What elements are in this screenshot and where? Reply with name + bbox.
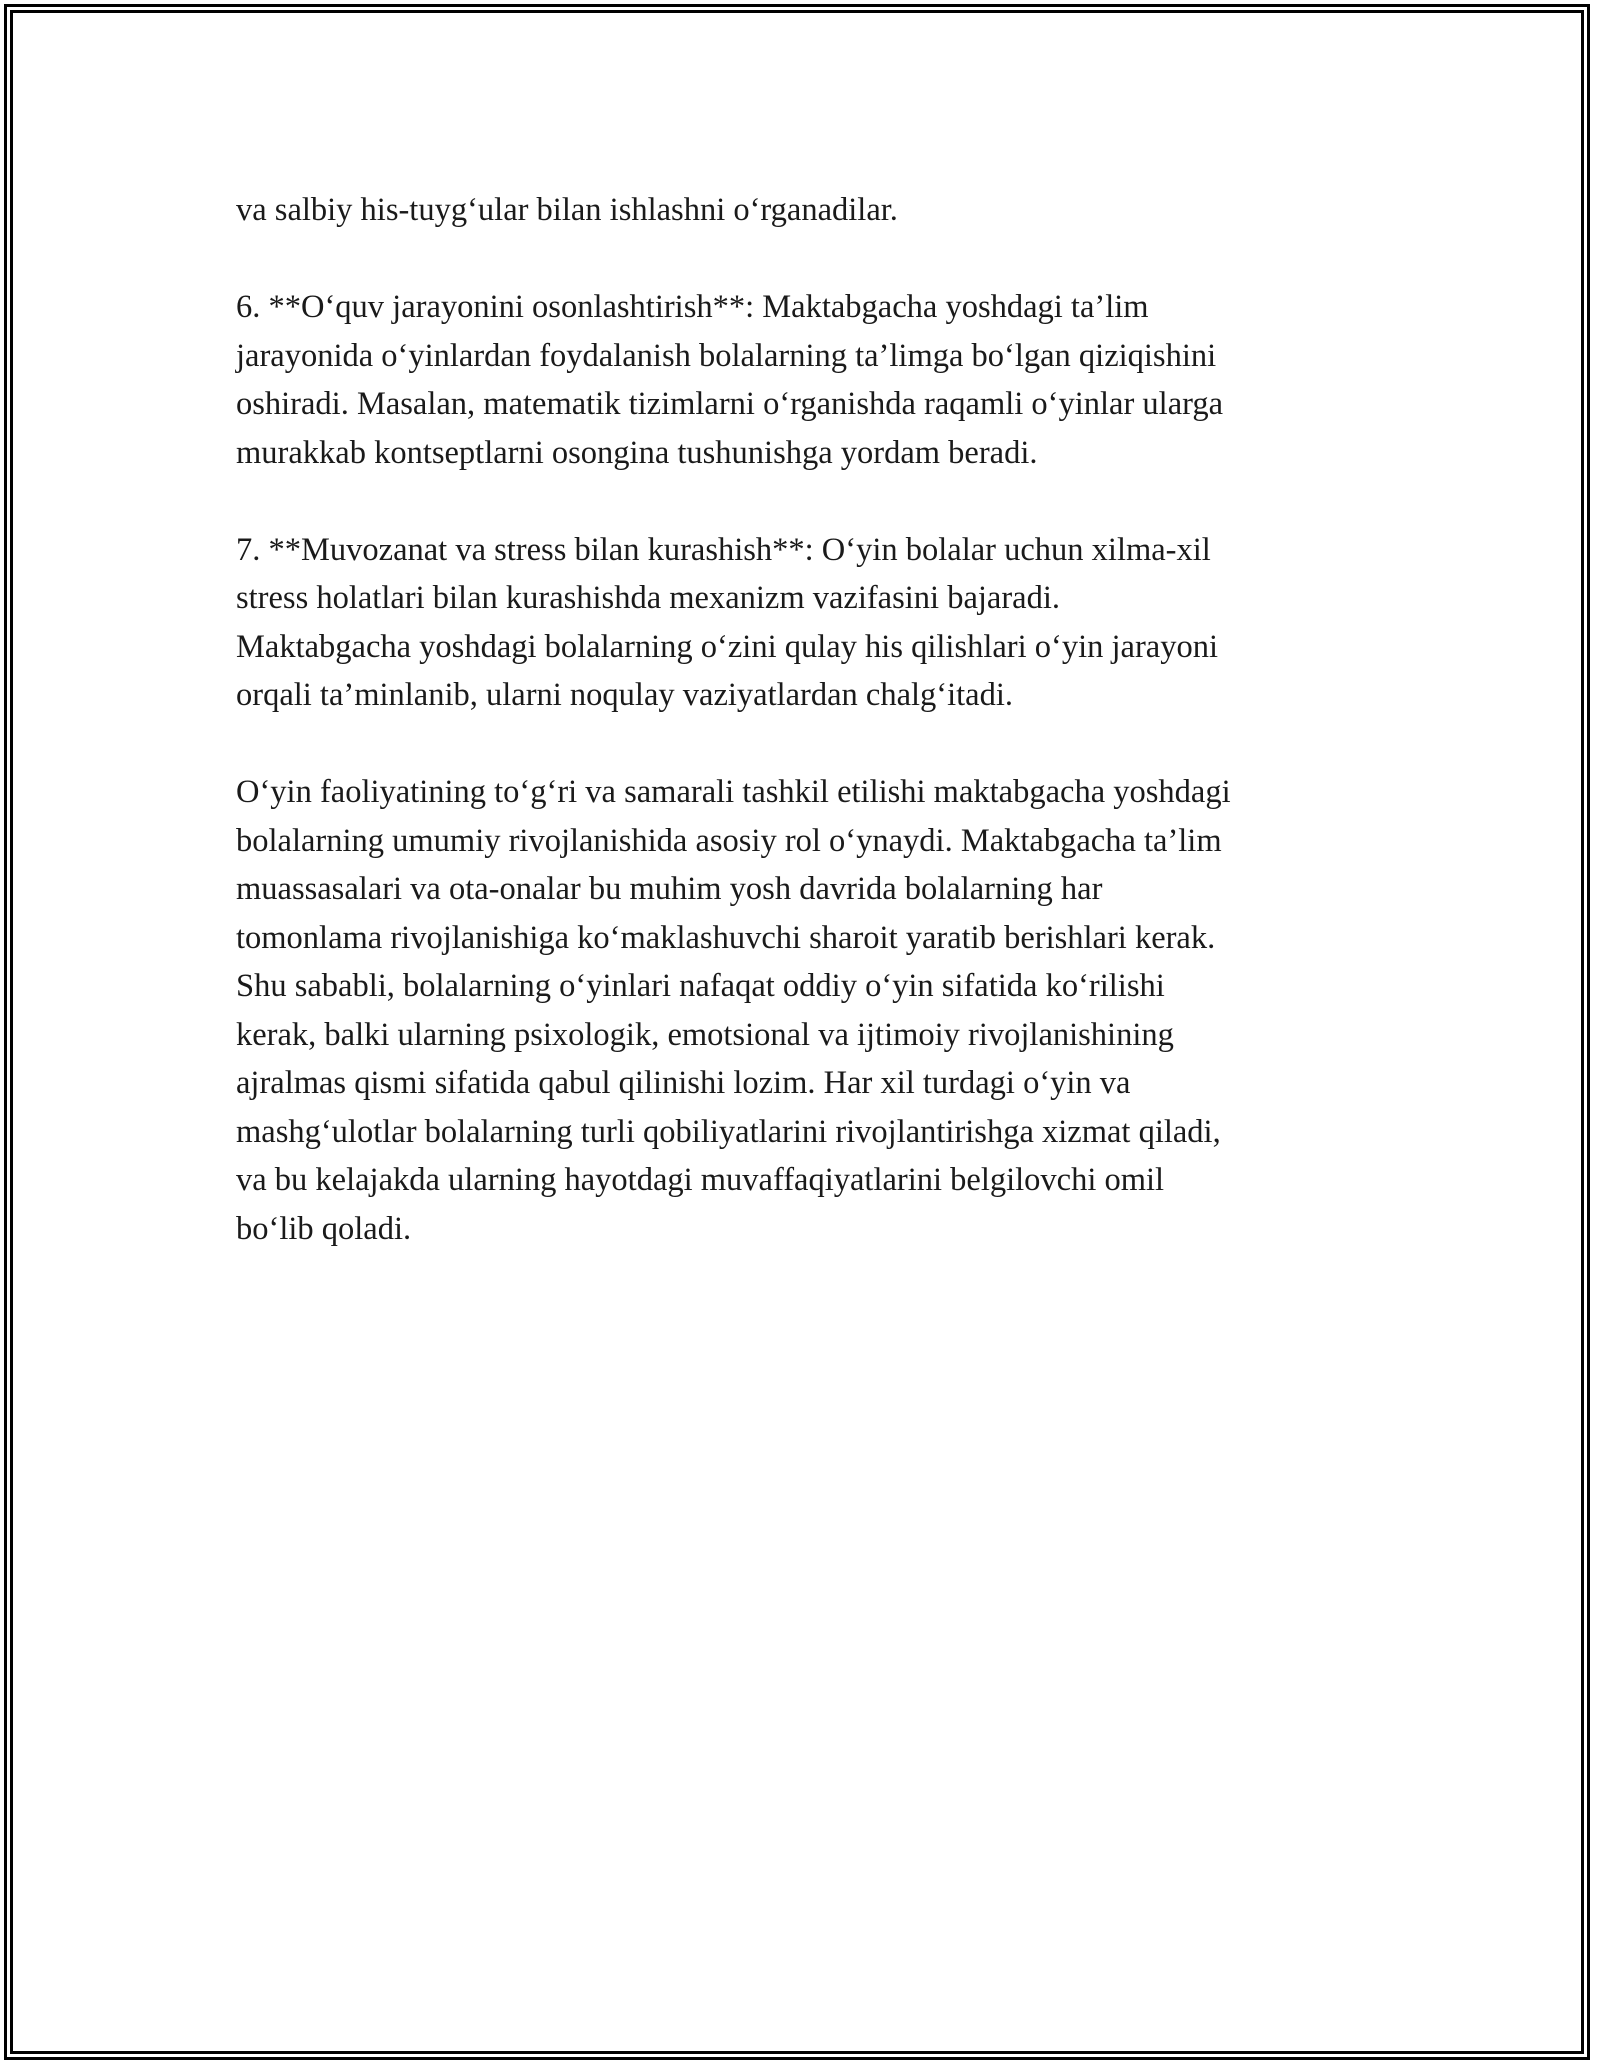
text-line: va bu kelajakda ularning hayotdagi muvaffaqiyatlarini belgilovchi omil [236,1162,1165,1198]
text-line: muassasalari va ota-onalar bu muhim yosh davrida bolalarning har [236,871,1103,907]
paragraph [236,768,1366,1253]
text-line: Shu sababli, bolalarning o‘yinlari nafaqat oddiy o‘yin sifatida ko‘rilishi [236,968,1165,1004]
text-line: 6. **O‘quv jarayonini osonlashtirish**: Maktabgacha yoshdagi ta’lim [236,289,1149,325]
text-line: murakkab kontseptlarni osongina tushunishga yordam beradi. [236,434,1038,471]
text-line: 7. **Muvozanat va stress bilan kurashish**: O‘yin bolalar uchun xilma-xil [236,531,1211,568]
text-line: Maktabgacha yoshdagi bolalarning o‘zini qulay his qilishlari o‘yin jarayoni [236,628,1218,665]
text-line: tomonlama rivojlanishiga ko‘maklashuvchi sharoit yaratib berishlari kerak. [236,919,1216,956]
paragraph-spacer [236,235,1366,284]
text-line: ajralmas qismi sifatida qabul qilinishi lozim. Har xil turdagi o‘yin va [236,1065,1131,1101]
text-line: oshiradi. Masalan, matematik tizimlarni o‘rganishda raqamli o‘yinlar ularga [236,386,1224,422]
text-line: bo‘lib qoladi. [236,1210,412,1247]
paragraph [236,526,1366,720]
text-line: va salbiy his-tuyg‘ular bilan ishlashni o‘rganadilar. [236,192,898,228]
text-line: O‘yin faoliyatining to‘g‘ri va samarali tashkil etilishi maktabgacha yoshdagi [236,774,1231,810]
text-line: orqali ta’minlanib, ularni noqulay vaziyatlardan chalg‘itadi. [236,677,1014,713]
text-line: stress holatlari bilan kurashishda mexanizm vazifasini bajaradi. [236,580,1060,616]
text-line: kerak, balki ularning psixologik, emotsional va ijtimoiy rivojlanishining [236,1016,1174,1053]
paragraph-spacer [236,720,1366,769]
paragraph [236,186,1366,235]
paragraph-spacer [236,477,1366,526]
text-line: bolalarning umumiy rivojlanishida asosiy rol o‘ynaydi. Maktabgacha ta’lim [236,822,1222,859]
paragraph [236,283,1366,477]
text-line: mashg‘ulotlar bolalarning turli qobiliyatlarini rivojlantirishga xizmat qiladi, [236,1113,1221,1150]
text-line: jarayonida o‘yinlardan foydalanish bolalarning ta’limga bo‘lgan qiziqishini [236,337,1217,374]
document-body [236,186,1366,1253]
